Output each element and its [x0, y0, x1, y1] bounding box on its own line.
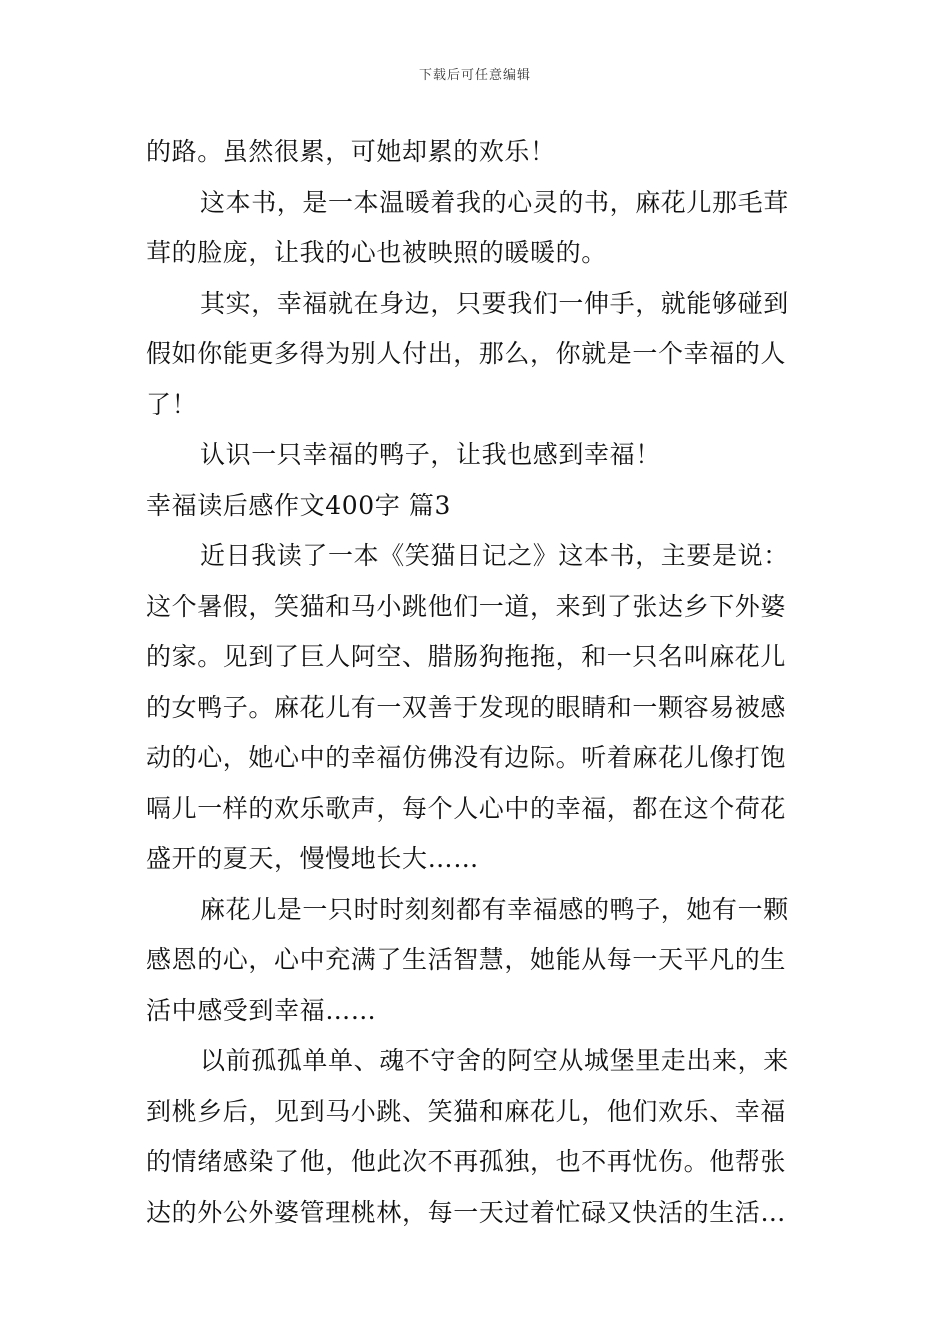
text-line: 活中感受到幸福……: [146, 995, 377, 1025]
text-line: 盛开的夏天，慢慢地长大……: [146, 844, 479, 873]
text-line: 的女鸭子。麻花儿有一双善于发现的眼睛和一颗容易被感: [146, 692, 787, 722]
paragraph-start-line: 近日我读了一本《笑猫日记之》这本书，主要是说：: [200, 541, 789, 570]
page-header-note: 下载后可任意编辑: [418, 68, 531, 83]
document-body: [146, 127, 808, 1238]
text-line: 达的外公外婆管理桃林，每一天过着忙碌又快活的生活…: [146, 1197, 787, 1227]
text-line: 这个暑假，笑猫和马小跳他们一道，来到了张达乡下外婆: [146, 591, 787, 621]
paragraph-start-line: 认识一只幸福的鸭子，让我也感到幸福！: [200, 440, 661, 469]
text-line: 的家。见到了巨人阿空、腊肠狗拖拖，和一只名叫麻花儿: [146, 642, 787, 671]
paragraph-start-line: 这本书，是一本温暖着我的心灵的书，麻花儿那毛茸: [200, 187, 789, 217]
text-line: 感恩的心，心中充满了生活智慧，她能从每一天平凡的生: [146, 945, 787, 974]
text-line: 的路。虽然很累，可她却累的欢乐！: [146, 137, 556, 166]
text-line: 假如你能更多得为别人付出，那么，你就是一个幸福的人: [146, 339, 787, 368]
text-line: 嗝儿一样的欢乐歌声，每个人心中的幸福，都在这个荷花: [146, 793, 787, 823]
text-line: 到桃乡后，见到马小跳、笑猫和麻花儿，他们欢乐、幸福: [146, 1096, 787, 1126]
section-heading: 幸福读后感作文400字 篇3: [146, 490, 451, 520]
text-line: 茸的脸庞，让我的心也被映照的暖暖的。: [146, 238, 607, 267]
paragraph-start-line: 其实，幸福就在身边，只要我们一伸手，就能够碰到: [200, 288, 789, 318]
text-line: 动的心，她心中的幸福仿佛没有边际。听着麻花儿像打饱: [146, 743, 787, 772]
text-line: 的情绪感染了他，他此次不再孤独，也不再忧伤。他帮张: [146, 1147, 787, 1176]
text-line: 了！: [146, 389, 198, 419]
paragraph-start-line: 以前孤孤单单、魂不守舍的阿空从城堡里走出来，来: [200, 1046, 789, 1075]
paragraph-start-line: 麻花儿是一只时时刻刻都有幸福感的鸭子，她有一颗: [200, 894, 789, 924]
